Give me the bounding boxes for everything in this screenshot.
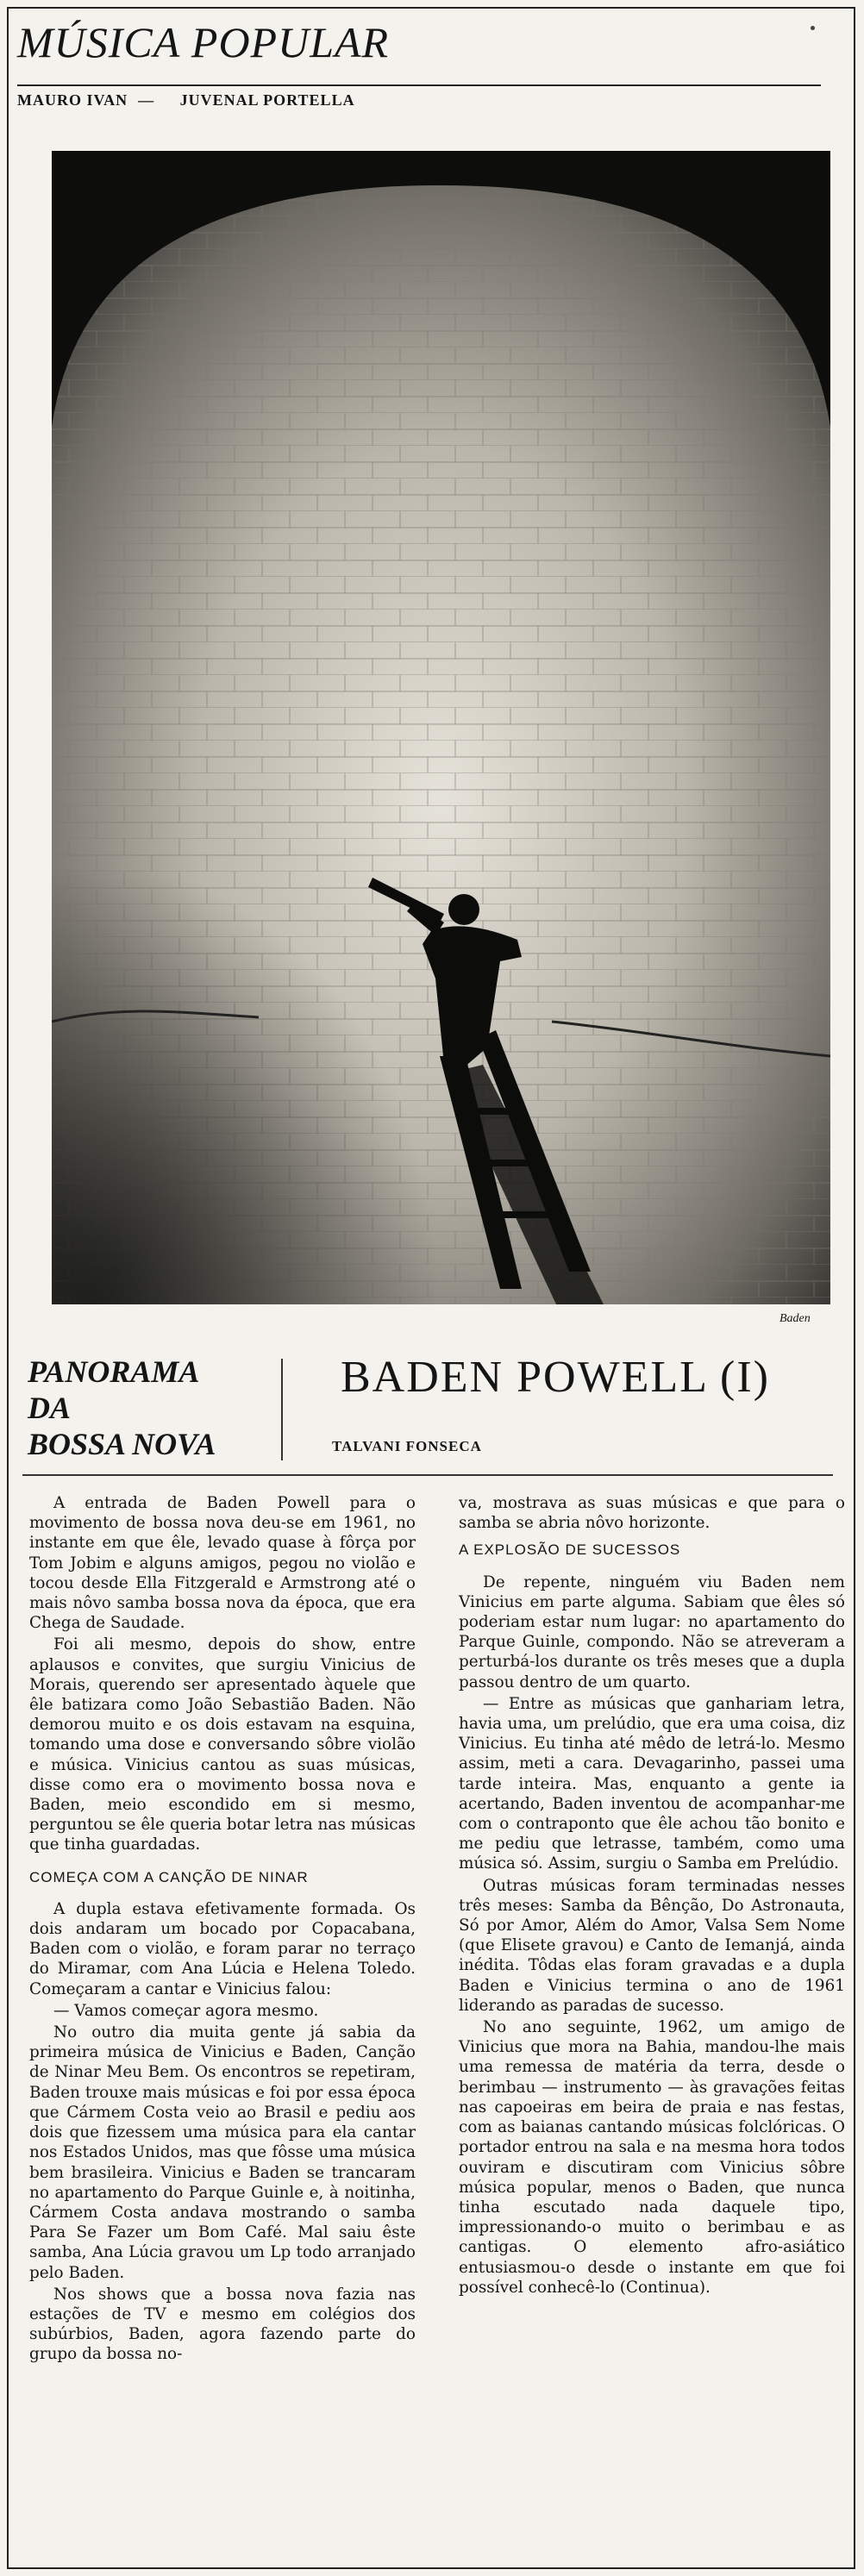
article-column-right	[459, 1493, 845, 2299]
lead-photo	[52, 151, 830, 1304]
author-2: JUVENAL PORTELLA	[179, 91, 355, 109]
section-title: MÚSICA POPULAR	[17, 18, 390, 66]
article-headline: BADEN POWELL (I)	[341, 1353, 770, 1402]
paragraph: A dupla estava efetivamente formada. Os dois andaram um bocado por Copacabana, Baden com o violão, e foram parar no terraço do Miramar, com Ana Lúcia e Helena Toledo. Começaram a cantar e Vinicius falou:	[29, 1899, 416, 1998]
paragraph: A entrada de Baden Powell para o movimento de bossa nova deu-se em 1961, no instante em que êle, levado quase à fôrça por Tom Jobim e alguns amigos, pegou no violão e tocou desde Ella Fitzgerald e Armstrong até o mais nôvo samba bossa nova da época, que era Chega de Saudade.	[29, 1494, 416, 1633]
article-byline: TALVANI FONSECA	[332, 1438, 482, 1454]
paragraph: Outras músicas foram terminadas nesses três meses: Samba da Bênção, Do Astronauta, Só por Amor, Além do Amor, Valsa Sem Nome (que Elisete gravou) e Canto de Iemanjá, ainda inédita. Tôdas elas foram gravadas e a dupla Baden e Vinicius termina o ano de 1961 liderando as paradas de sucesso.	[459, 1876, 845, 2015]
subheading: COMEÇA COM A CANÇÃO DE NINAR	[29, 1868, 309, 1885]
section-credits	[17, 91, 366, 109]
photo-illustration	[52, 151, 830, 1304]
paragraph: va, mostrava as suas músicas e que para o samba se abria nôvo horizonte.	[459, 1494, 845, 1533]
masthead-rule	[17, 84, 821, 86]
series-title-line-3: BOSSA NOVA	[28, 1427, 216, 1461]
print-dot	[811, 26, 815, 30]
author-1: MAURO IVAN	[17, 91, 128, 109]
paragraph: No ano seguinte, 1962, um amigo de Vinicius que mora na Bahia, mandou-lhe mais uma remessa de matéria da terra, desde o berimbau — instrumento — às gravações feitas nas capoeiras em beira de praia e nas festas, com as baianas cantando músicas folclóricas. O portador entrou na sala e na mesma hora todos ouviram e discutiram com Vinicius sôbre música popular, menos o Baden, que nunca tinha escutado nada daquele tipo, impressionando-o muito o berimbau e as cantigas. O elemento afro-asiático entusiasmou-o desde o instante em que foi possível conhecê-lo (Continua).	[459, 2018, 845, 2297]
article-column-left	[29, 1493, 416, 2367]
series-title-line-1: PANORAMA	[28, 1354, 200, 1389]
paragraph: No outro dia muita gente já sabia da primeira música de Vinicius e Baden, Canção de Ninar Meu Bem. Os encontros se repetiram, Baden trouxe mais músicas e foi por essa época que Cármem Costa veio ao Brasil e pediu aos dois que fizessem uma música para ela cantar nos Estados Unidos, mas que fôsse uma música bem brasileira. Vinicius e Baden se trancaram no apartamento do Parque Guinle e, à noitinha, Cármem Costa andava mostrando o samba Para Se Fazer um Bom Café. Mal saiu êste samba, Ana Lúcia gravou um Lp todo arranjado pelo Baden.	[29, 2023, 416, 2282]
title-divider	[281, 1359, 283, 1460]
photo-credit: Baden	[779, 1312, 811, 1325]
paragraph: De repente, ninguém viu Baden nem Vinicius em parte alguma. Sabiam que êles só poderiam estar num lugar: no apartamento do Parque Guinle, compondo. Não se atreveram a perturbá-los durante os três meses que a dupla passou dentro de um quarto.	[459, 1572, 845, 1691]
credit-separator: —	[138, 91, 155, 109]
series-title-line-2: DA	[28, 1391, 72, 1425]
paragraph: Nos shows que a bossa nova fazia nas estações de TV e mesmo em colégios dos subúrbios, Baden, agora fazendo parte do grupo da bossa no-	[29, 2285, 416, 2364]
paragraph: Foi ali mesmo, depois do show, entre aplausos e convites, que surgiu Vinicius de Morais, querendo ser apresentado àquele que êle batizara como João Sebastião Baden. Não demorou muito e os dois estavam na esquina, tomando uma dose e conversando sôbre violão e música. Vinicius cantou as suas músicas, disse como era o movimento bossa nova e Baden, meio escondido em si mesmo, perguntou se êle queria botar letra nas músicas que tinha guardadas.	[29, 1635, 416, 1854]
paragraph: — Vamos começar agora mesmo.	[53, 2001, 319, 2020]
subheading: A EXPLOSÃO DE SUCESSOS	[459, 1541, 681, 1559]
series-title	[28, 1354, 216, 1462]
header-rule	[22, 1474, 833, 1476]
paragraph: — Entre as músicas que ganhariam letra, havia uma, um prelúdio, que era uma coisa, diz Vinicius. Eu tinha até mêdo de letrá-lo. Mesmo assim, meti a cara. Devagarinho, passei uma tarde inteira. Mas, enquanto a gente ia acertando, Baden inventou de acompanhar-me com o contraponto que êle achou tão bonito e me pediu que letrasse, também, como uma música só. Assim, surgiu o Samba em Prelúdio.	[459, 1694, 845, 1873]
